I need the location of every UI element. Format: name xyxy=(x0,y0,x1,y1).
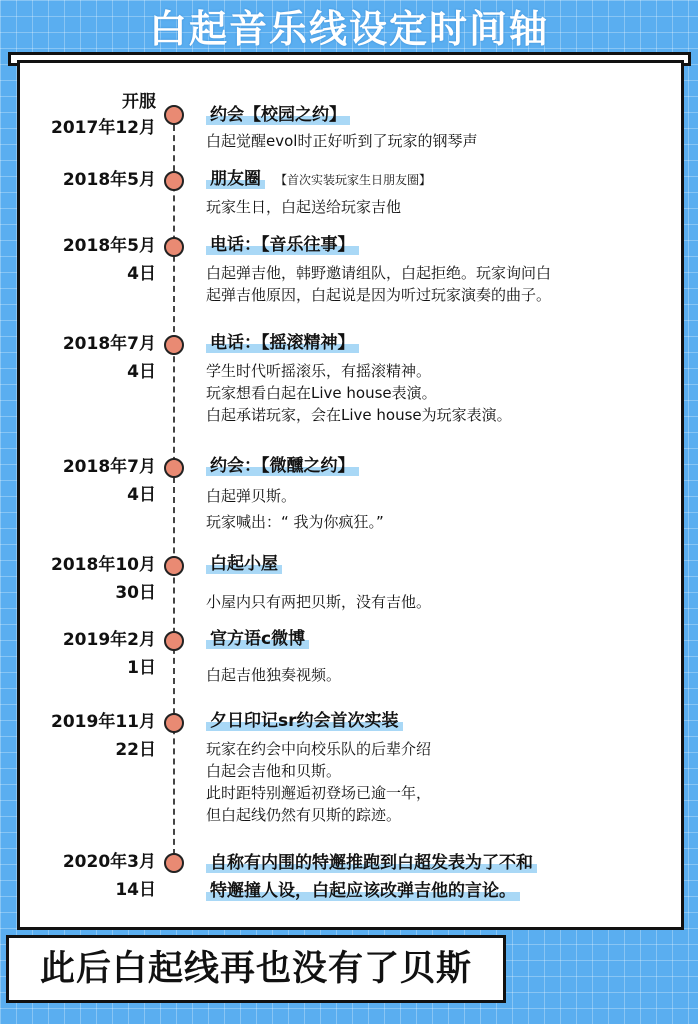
entry-date-line1: 2018年5月 xyxy=(62,170,156,190)
entry-heading xyxy=(206,850,537,876)
entry-heading-text: 特邂撞人设，白起应该改弹吉他的言论。 xyxy=(206,881,520,901)
entry-heading-text: 约会【校园之约】 xyxy=(206,105,350,125)
entry-body xyxy=(206,485,384,533)
entry-heading-text: 电话：【音乐往事】 xyxy=(206,235,359,255)
entry-date-line1: 2018年7月 xyxy=(62,457,156,477)
entry-date-line2: 14日 xyxy=(115,880,156,900)
bottom-banner xyxy=(6,935,506,1003)
page-title: 白起音乐线设定时间轴 xyxy=(148,7,549,51)
entry-heading-text: 夕日印记sr约会首次实装 xyxy=(206,711,403,731)
entry-body-line: 白起弹贝斯。 xyxy=(206,487,297,505)
entry-body xyxy=(206,664,341,686)
entry-body-line: 玩家喊出：“ 我为你疯狂。” xyxy=(206,513,384,531)
entry-date-line2: 1日 xyxy=(127,658,156,678)
entry-heading-text: 朋友圈 xyxy=(206,169,265,189)
timeline-dot xyxy=(164,105,184,125)
timeline-dot xyxy=(164,335,184,355)
entry-body xyxy=(206,591,431,613)
entry-heading-text: 约会：【微醺之约】 xyxy=(206,456,359,476)
entry-date-line1: 2019年2月 xyxy=(62,630,156,650)
entry-body-line: 但白起线仍然有贝斯的踪迹。 xyxy=(206,806,402,824)
entry-date-line1: 2018年7月 xyxy=(62,334,156,354)
entry-date-line1: 开服 xyxy=(122,92,156,112)
entry-date-line2: 2017年12月 xyxy=(51,118,156,138)
entry-heading-line2 xyxy=(206,878,520,904)
entry-date-line2: 30日 xyxy=(115,583,156,603)
entry-heading xyxy=(206,102,350,128)
entry-heading xyxy=(206,330,359,356)
entry-date-line2: 4日 xyxy=(127,485,156,505)
entry-heading-text: 自称有内围的特邂推跑到白超发表为了不和 xyxy=(206,853,537,873)
bottom-banner-text: 此后白起线再也没有了贝斯 xyxy=(39,949,472,989)
timeline-dot xyxy=(164,171,184,191)
entry-body-line: 玩家在约会中向校乐队的后辈介绍 xyxy=(206,740,432,758)
entry-heading xyxy=(206,453,359,479)
timeline-dot xyxy=(164,556,184,576)
entry-body-line: 起弹吉他原因，白起说是因为听过玩家演奏的曲子。 xyxy=(206,286,552,304)
entry-date-line2: 22日 xyxy=(115,740,156,760)
entry-date-line1: 2019年11月 xyxy=(51,712,156,732)
entry-body-line: 白起吉他独奏视频。 xyxy=(206,666,342,684)
entry-heading xyxy=(206,166,431,193)
timeline-dot xyxy=(164,458,184,478)
entry-heading xyxy=(206,551,282,577)
entry-body xyxy=(206,130,477,152)
entry-body-line: 玩家生日，白起送给玩家吉他 xyxy=(206,198,402,216)
timeline-line xyxy=(173,115,175,865)
entry-date-line2: 4日 xyxy=(127,264,156,284)
entry-body-line: 此时距特别邂逅初登场已逾一年， xyxy=(206,784,432,802)
entry-date-line1: 2020年3月 xyxy=(62,852,156,872)
entry-body-line: 学生时代听摇滚乐，有摇滚精神。 xyxy=(206,362,432,380)
timeline-dot xyxy=(164,237,184,257)
entry-body-line: 白起会吉他和贝斯。 xyxy=(206,762,342,780)
entry-body-line: 白起弹吉他，韩野邀请组队，白起拒绝。玩家询问白 xyxy=(206,264,552,282)
entry-body-line: 玩家想看白起在Live house表演。 xyxy=(206,384,437,402)
entry-heading xyxy=(206,708,403,734)
entry-date-line1: 2018年5月 xyxy=(62,236,156,256)
entry-body-line: 小屋内只有两把贝斯，没有吉他。 xyxy=(206,593,432,611)
entry-heading xyxy=(206,232,359,258)
entry-heading-text: 白起小屋 xyxy=(206,554,282,574)
entry-heading-text: 官方语c微博 xyxy=(206,629,309,649)
entry-heading xyxy=(206,626,309,652)
entry-body-line: 白起承诺玩家，会在Live house为玩家表演。 xyxy=(206,406,512,424)
entry-body xyxy=(206,360,512,426)
timeline-dot xyxy=(164,853,184,873)
entry-body xyxy=(206,738,431,826)
entry-date-line2: 4日 xyxy=(127,362,156,382)
entry-body xyxy=(206,196,401,218)
entry-body xyxy=(206,262,551,306)
entry-body-line: 白起觉醒evol时正好听到了玩家的钢琴声 xyxy=(206,132,478,150)
entry-date-line1: 2018年10月 xyxy=(51,555,156,575)
entry-heading-text: 电话：【摇滚精神】 xyxy=(206,333,359,353)
entry-heading-note: 【首次实装玩家生日朋友圈】 xyxy=(275,173,432,187)
timeline-dot xyxy=(164,713,184,733)
timeline-dot xyxy=(164,631,184,651)
